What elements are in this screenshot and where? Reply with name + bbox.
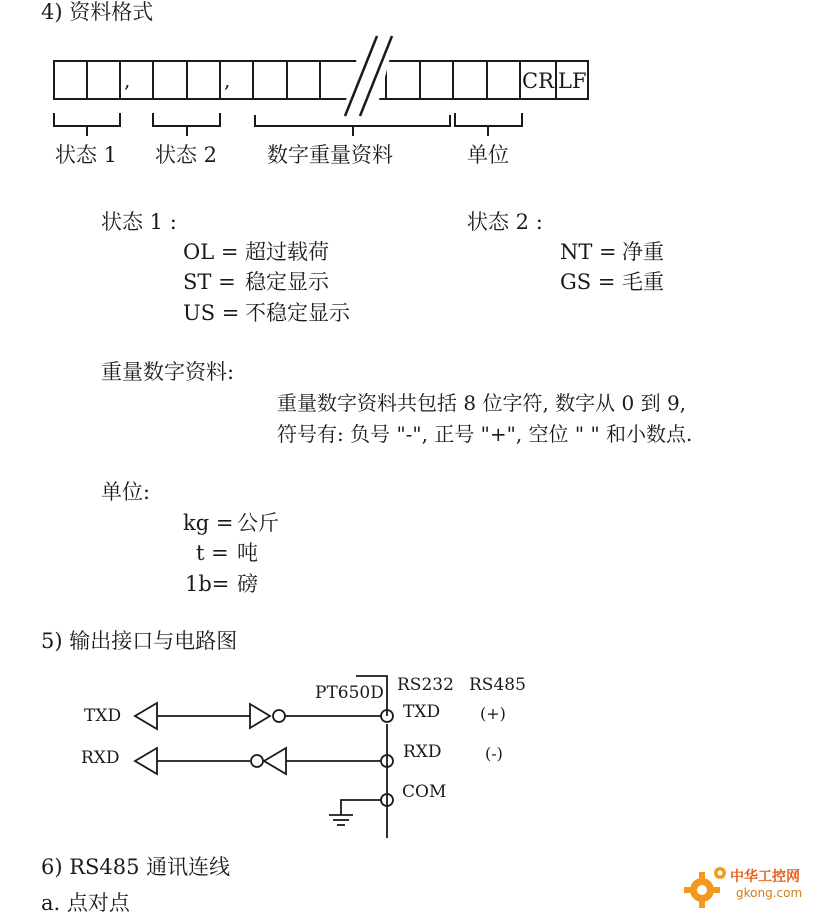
- rxd-label-left: RXD: [81, 748, 120, 768]
- device-label: PT650D: [315, 683, 384, 703]
- weight-title: 重量数字资料:: [101, 360, 235, 384]
- rxd-receiver-bubble: [251, 755, 263, 767]
- watermark-brand: 中华工控网: [730, 869, 800, 885]
- status1-code: OL =: [183, 240, 239, 264]
- bracket-label-status2: 状态 2: [155, 143, 218, 167]
- section-heading-point-to-point: a. 点对点: [41, 891, 130, 915]
- txd-arrow-left: [135, 703, 157, 729]
- status2-meaning: 净重: [622, 240, 664, 264]
- section-heading-format: 4) 资料格式: [41, 0, 154, 24]
- frame-lf: LF: [558, 69, 587, 93]
- weight-description-line1: 重量数字资料共包括 8 位字符, 数字从 0 到 9,: [277, 391, 687, 415]
- frame-comma-1: ,: [124, 68, 131, 92]
- unit-meaning: 吨: [237, 541, 258, 565]
- section-heading-interface: 5) 输出接口与电路图: [41, 629, 238, 653]
- rxd-arrow-left: [135, 748, 157, 774]
- rxd-receiver-triangle: [264, 748, 286, 774]
- watermark: [680, 858, 810, 914]
- com-pin-label: COM: [402, 782, 447, 802]
- frame-comma-2: ,: [224, 68, 231, 92]
- rs485-header: RS485: [469, 675, 526, 695]
- frame-cr: CR: [522, 69, 554, 93]
- status1-meaning: 超过载荷: [245, 240, 329, 264]
- status2-title: 状态 2 :: [467, 210, 543, 234]
- status1-code: ST =: [183, 270, 236, 294]
- status1-meaning: 稳定显示: [245, 270, 329, 294]
- unit-code: kg =: [183, 511, 234, 535]
- status1-code: US =: [183, 301, 240, 325]
- ground-wire: [341, 800, 381, 815]
- rs485-minus: (-): [485, 744, 503, 763]
- rxd-pin-label: RXD: [403, 742, 442, 762]
- units-title: 单位:: [101, 480, 151, 504]
- bracket-label-weight-data: 数字重量资料: [267, 143, 393, 167]
- txd-label-left: TXD: [84, 706, 122, 726]
- status2-code: GS =: [560, 270, 616, 294]
- status1-title: 状态 1 :: [101, 210, 177, 234]
- unit-code: t =: [196, 541, 229, 565]
- status2-meaning: 毛重: [622, 270, 664, 294]
- bracket-label-unit: 单位: [467, 143, 509, 167]
- status1-meaning: 不稳定显示: [245, 301, 350, 325]
- unit-meaning: 磅: [237, 572, 258, 596]
- txd-pin-label: TXD: [403, 702, 441, 722]
- unit-meaning: 公斤: [237, 511, 279, 535]
- weight-description-line2: 符号有: 负号 "-", 正号 "+", 空位 " " 和小数点.: [277, 422, 693, 446]
- bracket-label-status1: 状态 1: [55, 143, 118, 167]
- section-heading-rs485: 6) RS485 通讯连线: [41, 855, 231, 879]
- txd-driver-bubble: [273, 710, 285, 722]
- watermark-url: gkong.com: [736, 886, 803, 900]
- rs485-plus: (+): [480, 704, 506, 723]
- unit-code: 1b=: [185, 572, 230, 596]
- rs232-header: RS232: [397, 675, 454, 695]
- txd-driver-triangle: [250, 704, 270, 728]
- gear-icon: [680, 860, 732, 912]
- status2-code: NT =: [560, 240, 617, 264]
